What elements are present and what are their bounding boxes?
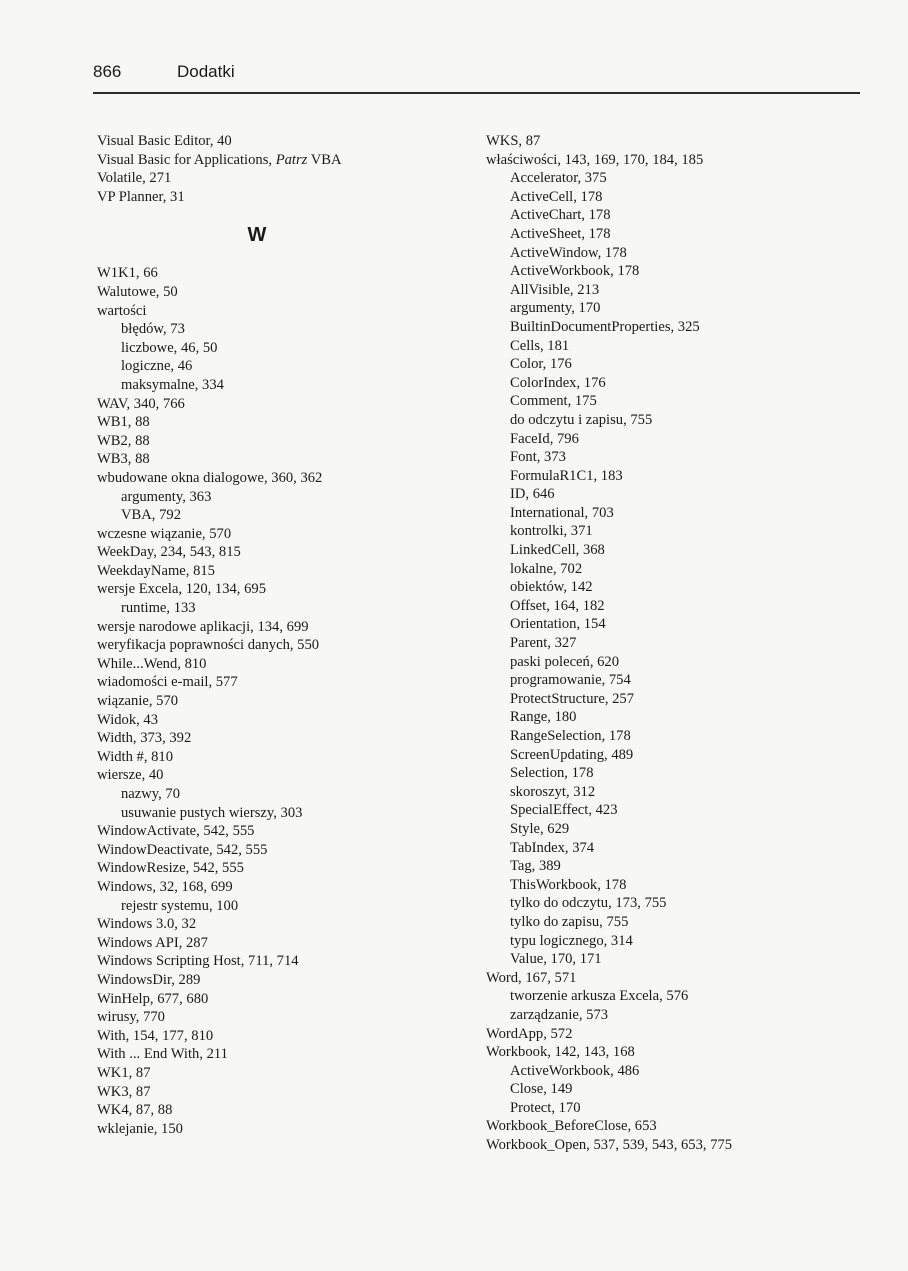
index-entry: With ... End With, 211 xyxy=(97,1046,228,1063)
index-subentry: ColorIndex, 176 xyxy=(510,374,606,391)
index-entry: właściwości, 143, 169, 170, 184, 185 xyxy=(486,151,704,168)
index-subentry: Style, 629 xyxy=(510,820,570,837)
index-subentry: programowanie, 754 xyxy=(510,672,631,689)
index-entry: With, 154, 177, 810 xyxy=(97,1027,214,1044)
index-entry: WK3, 87 xyxy=(97,1083,151,1100)
index-entry: Volatile, 271 xyxy=(97,170,172,187)
index-entry: WinHelp, 677, 680 xyxy=(97,990,209,1007)
index-subentry: ID, 646 xyxy=(510,486,555,503)
index-subentry: nazwy, 70 xyxy=(121,786,181,802)
index-subentry: FaceId, 796 xyxy=(510,430,579,447)
index-subentry: Cells, 181 xyxy=(510,337,570,354)
index-entry: Visual Basic Editor, 40 xyxy=(97,133,232,149)
index-entry: Workbook_BeforeClose, 653 xyxy=(486,1118,657,1135)
index-subentry: ActiveWorkbook, 486 xyxy=(510,1062,640,1079)
index-subentry: tworzenie arkusza Excela, 576 xyxy=(510,988,689,1005)
page-number: 866 xyxy=(93,62,122,81)
index-subentry: Font, 373 xyxy=(510,449,566,466)
index-subentry: FormulaR1C1, 183 xyxy=(510,467,623,484)
index-entry: Width, 373, 392 xyxy=(97,730,192,747)
index-entry: Windows, 32, 168, 699 xyxy=(97,878,233,895)
index-entry: WB3, 88 xyxy=(97,451,150,468)
index-entry: WeekdayName, 815 xyxy=(97,562,215,579)
index-entry: WK4, 87, 88 xyxy=(97,1102,173,1119)
index-entry: WindowsDir, 289 xyxy=(97,971,201,988)
index-entry: WindowResize, 542, 555 xyxy=(97,860,244,877)
index-subentry: argumenty, 170 xyxy=(510,300,601,317)
index-subentry: ActiveChart, 178 xyxy=(510,207,611,224)
index-subentry: AllVisible, 213 xyxy=(510,281,600,298)
index-subentry: maksymalne, 334 xyxy=(121,376,224,393)
index-entry: Width #, 810 xyxy=(97,748,174,765)
index-subentry: kontrolki, 371 xyxy=(510,523,593,540)
index-subentry: typu logicznego, 314 xyxy=(510,932,633,949)
index-entry: wklejanie, 150 xyxy=(97,1120,183,1137)
index-entry: wiersze, 40 xyxy=(97,767,164,784)
index-subentry: obiektów, 142 xyxy=(510,579,593,596)
index-entry: Word, 167, 571 xyxy=(486,969,577,986)
index-subentry: ScreenUpdating, 489 xyxy=(510,746,634,763)
index-entry: WKS, 87 xyxy=(486,133,541,149)
entry-text: Visual Basic for Applications, xyxy=(97,151,276,168)
index-subentry: RangeSelection, 178 xyxy=(510,728,631,744)
index-subentry: Range, 180 xyxy=(510,709,577,726)
index-subentry: ProtectStructure, 257 xyxy=(510,690,635,707)
index-entry xyxy=(97,151,457,170)
index-subentry: ActiveWindow, 178 xyxy=(510,244,627,261)
index-entry: WindowActivate, 542, 555 xyxy=(97,823,255,840)
index-entry: WK1, 87 xyxy=(97,1064,151,1081)
index-subentry: ActiveSheet, 178 xyxy=(510,225,611,242)
index-entry: WB2, 88 xyxy=(97,432,150,449)
index-spacer xyxy=(97,254,457,264)
index-entry: weryfikacja poprawności danych, 550 xyxy=(97,637,320,654)
index-subentry: LinkedCell, 368 xyxy=(510,542,605,559)
index-subentry: BuiltinDocumentProperties, 325 xyxy=(510,318,700,335)
index-subentry: Comment, 175 xyxy=(510,393,597,410)
index-entry: Windows Scripting Host, 711, 714 xyxy=(97,953,299,970)
section-title: Dodatki xyxy=(177,62,235,81)
index-subentry: tylko do zapisu, 755 xyxy=(510,913,629,930)
index-subentry: Offset, 164, 182 xyxy=(510,597,605,614)
index-subentry: logiczne, 46 xyxy=(121,358,193,375)
index-entry: WAV, 340, 766 xyxy=(97,395,185,412)
index-entry: wiązanie, 570 xyxy=(97,693,179,710)
index-subentry: paski poleceń, 620 xyxy=(510,653,620,670)
entry-cross-reference: Patrz xyxy=(275,151,308,168)
index-subentry: Accelerator, 375 xyxy=(510,170,607,187)
index-subentry: argumenty, 363 xyxy=(121,488,212,505)
index-column-right xyxy=(486,132,866,1155)
index-entry: While...Wend, 810 xyxy=(97,655,207,672)
index-subentry: tylko do odczytu, 173, 755 xyxy=(510,895,667,912)
index-entry: Workbook, 142, 143, 168 xyxy=(486,1044,635,1061)
page-header xyxy=(93,62,860,94)
index-subentry: ActiveCell, 178 xyxy=(510,188,603,205)
index-entry: wersje Excela, 120, 134, 695 xyxy=(97,581,266,598)
index-subentry: błędów, 73 xyxy=(121,321,185,338)
index-entry: WeekDay, 234, 543, 815 xyxy=(97,544,241,561)
index-entry: wersje narodowe aplikacji, 134, 699 xyxy=(97,618,309,635)
index-subentry: Close, 149 xyxy=(510,1081,573,1098)
index-entry: Workbook_Open, 537, 539, 543, 653, 775 xyxy=(486,1137,733,1154)
index-entry: wirusy, 770 xyxy=(97,1009,165,1026)
index-subentry: rejestr systemu, 100 xyxy=(121,897,239,914)
index-subentry: Tag, 389 xyxy=(510,858,561,875)
entry-text-after: VBA xyxy=(307,151,342,168)
index-entry: W1K1, 66 xyxy=(97,265,158,282)
index-subentry: Selection, 178 xyxy=(510,765,594,782)
index-entry: WB1, 88 xyxy=(97,414,150,431)
index-subentry: ActiveWorkbook, 178 xyxy=(510,263,640,280)
index-letter-heading: W xyxy=(247,224,267,247)
index-entry: wbudowane okna dialogowe, 360, 362 xyxy=(97,469,323,486)
index-subentry: Value, 170, 171 xyxy=(510,951,602,968)
index-entry: Walutowe, 50 xyxy=(97,283,178,300)
index-column-left xyxy=(97,132,457,1138)
index-subentry: liczbowe, 46, 50 xyxy=(121,339,218,356)
index-subentry: Color, 176 xyxy=(510,356,572,373)
index-subentry: zarządzanie, 573 xyxy=(510,1006,609,1023)
index-entry: Windows API, 287 xyxy=(97,934,208,951)
index-subentry: do odczytu i zapisu, 755 xyxy=(510,411,653,428)
index-subentry: ThisWorkbook, 178 xyxy=(510,876,627,893)
index-subentry: Orientation, 154 xyxy=(510,616,606,633)
index-subentry: skoroszyt, 312 xyxy=(510,783,596,800)
index-entry: WordApp, 572 xyxy=(486,1025,573,1042)
index-entry: WindowDeactivate, 542, 555 xyxy=(97,841,268,858)
index-subentry: usuwanie pustych wierszy, 303 xyxy=(121,804,303,821)
index-entry: Windows 3.0, 32 xyxy=(97,916,197,933)
index-entry: Widok, 43 xyxy=(97,711,159,728)
index-subentry: Parent, 327 xyxy=(510,635,577,652)
index-entry: wiadomości e-mail, 577 xyxy=(97,674,238,691)
index-subentry: TabIndex, 374 xyxy=(510,839,595,856)
index-entry: wczesne wiązanie, 570 xyxy=(97,525,232,542)
index-subentry: Protect, 170 xyxy=(510,1099,581,1116)
index-entry: VP Planner, 31 xyxy=(97,188,185,205)
index-subentry: International, 703 xyxy=(510,504,614,521)
index-subentry: runtime, 133 xyxy=(121,600,196,617)
index-entry: wartości xyxy=(97,302,147,319)
index-subentry: lokalne, 702 xyxy=(510,560,583,577)
index-subentry: VBA, 792 xyxy=(121,507,181,524)
index-subentry: SpecialEffect, 423 xyxy=(510,802,618,819)
